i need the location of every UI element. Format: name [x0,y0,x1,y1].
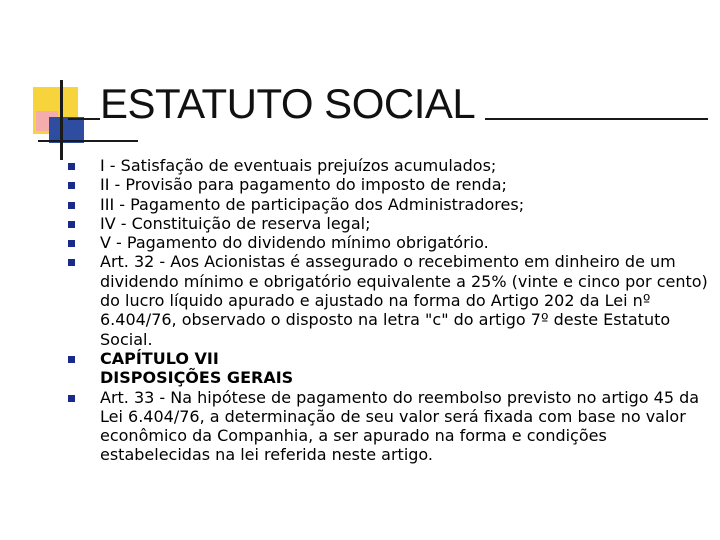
decor-horizontal-line [38,140,138,142]
slide-title: ESTATUTO SOCIAL [100,78,485,130]
bullet-list [68,156,708,465]
list-item [68,233,708,252]
list-item-text: II - Provisão para pagamento do imposto de renda; [100,175,507,195]
list-item-text: IV - Constituição de reserva legal; [100,213,371,233]
list-item [68,156,708,175]
list-item [68,175,708,194]
list-item-text: Art. 32 - Aos Acionistas é assegurado o recebimento em dinheiro de um dividendo mínimo e obrigatório equivalente a 25% (vinte e cinco por cento) do lucro líquido apurado e ajustado na forma do Artigo 202 da Lei nº 6.404/76, observado o disposto na letra "c" do artigo 7º deste Estatuto Social. [100,252,708,349]
chapter-title: DISPOSIÇÕES GERAIS [100,368,294,388]
list-item [68,195,708,214]
square-bullet-icon [68,395,75,402]
square-bullet-icon [68,182,75,189]
list-item [68,388,708,465]
list-item-text: Art. 33 - Na hipótese de pagamento do reembolso previsto no artigo 45 da Lei 6.404/76, a determinação de seu valor será fixada com base no valor econômico da Companhia, a ser apurado na forma e condições estabelecidas na lei referida neste artigo. [100,387,700,465]
chapter-number: CAPÍTULO VII [100,348,219,368]
list-item-text: V - Pagamento do dividendo mínimo obrigatório. [100,233,489,253]
square-bullet-icon [68,356,75,363]
square-bullet-icon [68,163,75,170]
square-bullet-icon [68,259,75,266]
list-item [68,252,708,348]
square-bullet-icon [68,240,75,247]
list-item [68,214,708,233]
square-bullet-icon [68,221,75,228]
list-item-text: I - Satisfação de eventuais prejuízos acumulados; [100,156,497,175]
square-bullet-icon [68,202,75,209]
chapter-heading [68,349,708,388]
decor-vertical-line [60,80,63,160]
list-item-text: III - Pagamento de participação dos Administradores; [100,194,525,214]
